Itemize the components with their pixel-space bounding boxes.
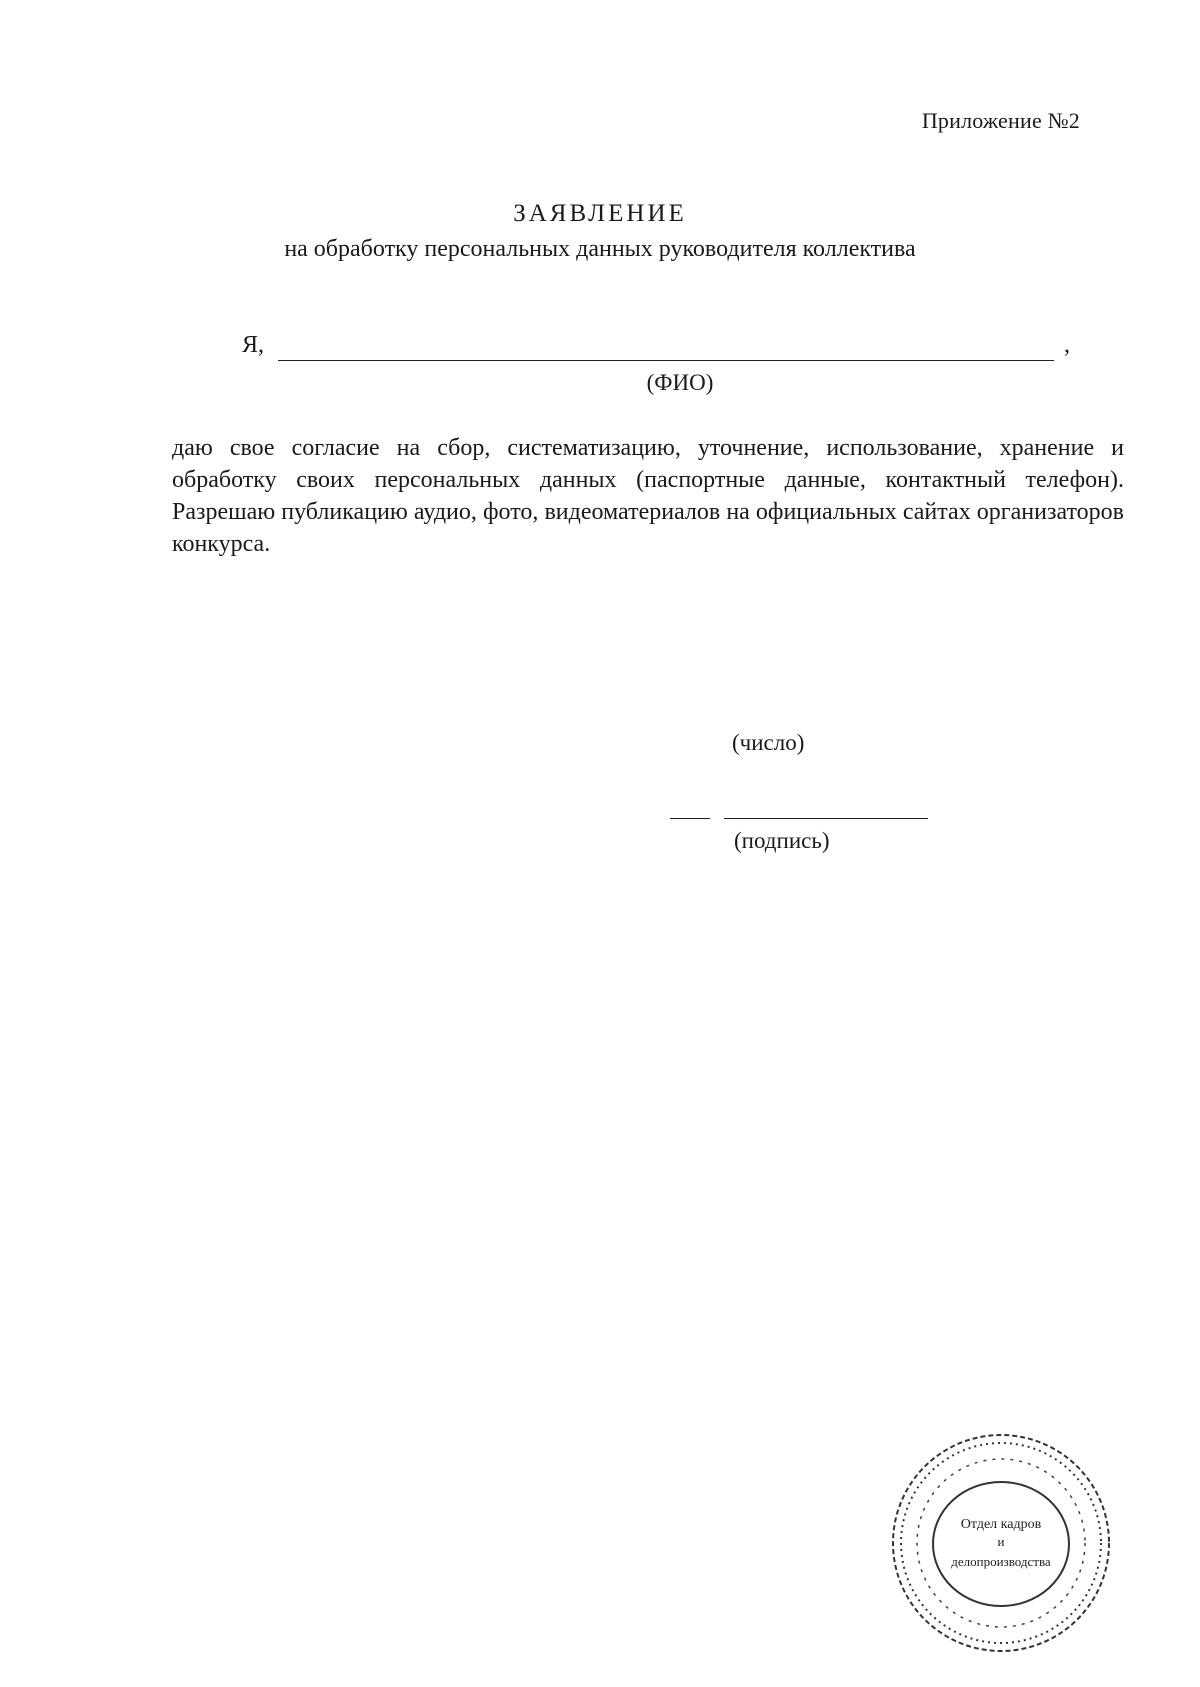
stamp-line-1: Отдел кадров <box>960 1517 1042 1532</box>
stamp-line-3: делопроизводства <box>951 1554 1051 1569</box>
signature-rule-short <box>670 818 710 819</box>
stamp-line-2: и <box>997 1534 1005 1549</box>
signature-rule <box>724 818 928 819</box>
fio-blank-rule <box>278 360 1054 361</box>
signature-caption: (подпись) <box>734 828 830 853</box>
fio-suffix: , <box>1064 332 1070 358</box>
department-stamp <box>886 1428 1116 1658</box>
appendix-label: Приложение №2 <box>921 108 1080 133</box>
fio-line <box>242 332 1082 372</box>
fio-prefix: Я, <box>242 332 265 358</box>
stamp-seal-icon <box>886 1428 1116 1658</box>
fio-caption: (ФИО) <box>646 370 714 395</box>
date-caption: (число) <box>732 730 805 755</box>
consent-body-text: даю свое согласие на сбор, систематизацию, уточнение, использование, хранение и обработку своих персональных данных (паспортные данные, контактный телефон). Разрешаю публикацию аудио, фото, видеоматериалов на официальных сайтах организаторов конкурса. <box>172 435 1124 557</box>
document-subtitle: на обработку персональных данных руководителя коллектива <box>284 236 916 262</box>
document-title: ЗАЯВЛЕНИЕ <box>513 200 687 227</box>
